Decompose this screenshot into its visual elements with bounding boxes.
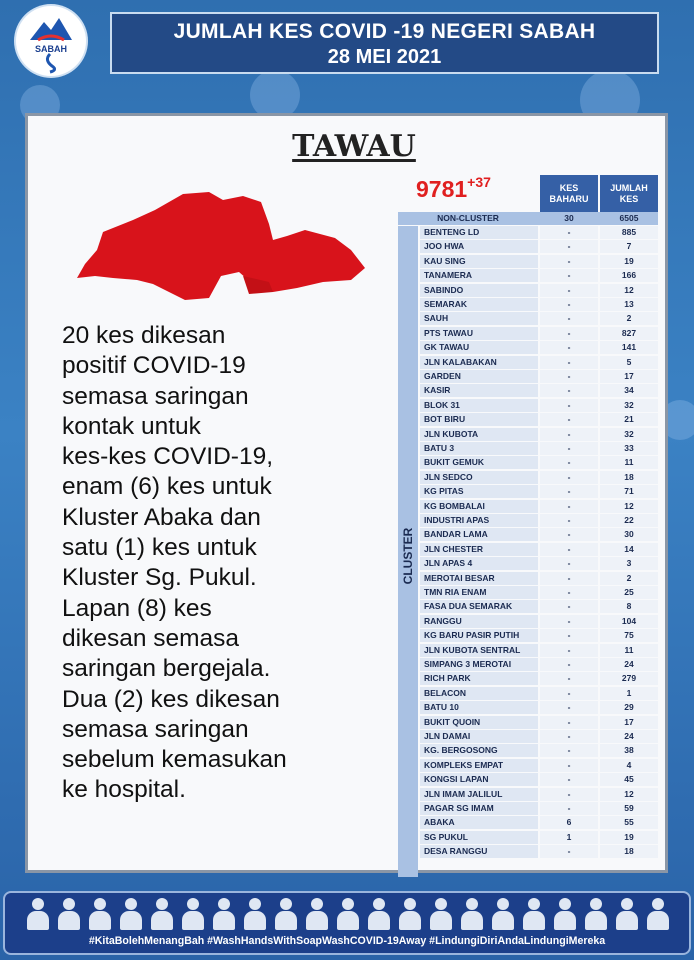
cluster-new: - [540,845,598,858]
case-description: 20 kes dikesan positif COVID-19 semasa saringan kontak untuk kes-kes COVID-19, enam (6) kes untuk Kluster Abaka dan satu (1) kes untuk Kluster Sg. Pukul. Lapan (8) kes dikesan semasa saringan bergejala. Dua (2) kes dikesan semasa saringan sebelum kemasukan ke hospital. [62,322,287,804]
cluster-new: - [540,356,598,369]
table-row [420,831,658,845]
cluster-name: BUKIT QUOIN [420,716,538,729]
table-row [420,759,658,773]
table-row [420,600,658,614]
cluster-total: 279 [600,672,658,685]
non-cluster-new: 30 [564,213,574,223]
non-cluster-row [398,212,658,225]
cluster-name: JLN APAS 4 [420,557,538,570]
cluster-new: - [540,269,598,282]
table-row [420,384,658,398]
person-icon [211,896,237,930]
cluster-new: 6 [540,816,598,829]
cluster-name: JLN DAMAI [420,730,538,743]
table-row [420,471,658,485]
cluster-name: JOO HWA [420,240,538,253]
cluster-total: 19 [600,255,658,268]
table-row [420,298,658,312]
header-title: JUMLAH KES COVID -19 NEGERI SABAH [173,20,596,43]
table-row [420,687,658,701]
person-icon [490,896,516,930]
cluster-new: - [540,471,598,484]
table-row [420,615,658,629]
cluster-total: 25 [600,586,658,599]
table-row [420,428,658,442]
table-row [420,716,658,730]
cluster-name: SABINDO [420,284,538,297]
cluster-total: 11 [600,644,658,657]
person-icon [118,896,144,930]
table-row [420,788,658,802]
cluster-total: 8 [600,600,658,613]
cluster-name: ABAKA [420,816,538,829]
cluster-total: 59 [600,802,658,815]
footer-banner [5,893,689,953]
table-row [420,500,658,514]
cluster-name: KONGSI LAPAN [420,773,538,786]
table-row [420,356,658,370]
cluster-new: - [540,485,598,498]
table-row [420,701,658,715]
cluster-total: 2 [600,312,658,325]
cluster-total: 17 [600,370,658,383]
cluster-new: - [540,312,598,325]
cluster-total: 33 [600,442,658,455]
cluster-name: INDUSTRI APAS [420,514,538,527]
cluster-name: PAGAR SG IMAM [420,802,538,815]
cluster-name: BELACON [420,687,538,700]
table-row [420,226,658,240]
cluster-total: 75 [600,629,658,642]
table-row [420,413,658,427]
cluster-name: KAU SING [420,255,538,268]
table-row [420,312,658,326]
cluster-column [398,226,418,877]
table-row [420,341,658,355]
tawau-map-icon [73,180,373,310]
logo-mountain-icon [16,6,86,76]
person-icon [428,896,454,930]
cluster-name: SG PUKUL [420,831,538,844]
person-icon [645,896,671,930]
cluster-new: - [540,687,598,700]
cluster-total: 3 [600,557,658,570]
total-cases [416,176,526,206]
cluster-name: BLOK 31 [420,399,538,412]
cluster-new: - [540,255,598,268]
cluster-name: FASA DUA SEMARAK [420,600,538,613]
cluster-name: BOT BIRU [420,413,538,426]
logo-text: SABAH [34,44,67,54]
table-row [420,528,658,542]
table-row [420,845,658,859]
table-row [420,586,658,600]
cluster-total: 21 [600,413,658,426]
cluster-new: - [540,773,598,786]
table-row [420,572,658,586]
table-row [420,399,658,413]
cluster-name: KOMPLEKS EMPAT [420,759,538,772]
cluster-total: 11 [600,456,658,469]
cluster-name: BATU 3 [420,442,538,455]
cluster-name: SAUH [420,312,538,325]
cluster-name: BANDAR LAMA [420,528,538,541]
cluster-new: 1 [540,831,598,844]
cluster-total: 13 [600,298,658,311]
cluster-name: JLN KUBOTA SENTRAL [420,644,538,657]
cluster-name: KG BOMBALAI [420,500,538,513]
cluster-total: 885 [600,226,658,239]
cluster-name: DESA RANGGU [420,845,538,858]
person-icon [521,896,547,930]
cluster-name: BENTENG LD [420,226,538,239]
new-cases-value: +37 [467,174,491,190]
cluster-name: SEMARAK [420,298,538,311]
cluster-new: - [540,572,598,585]
table-row [420,816,658,830]
cluster-name: BATU 10 [420,701,538,714]
cluster-new: - [540,557,598,570]
cluster-name: KG BARU PASIR PUTIH [420,629,538,642]
cluster-total: 32 [600,428,658,441]
cluster-new: - [540,428,598,441]
table-row [420,240,658,254]
cluster-new: - [540,701,598,714]
cluster-new: - [540,629,598,642]
person-icon [552,896,578,930]
table-row [420,672,658,686]
table-row [420,485,658,499]
table-row [420,773,658,787]
cluster-total: 4 [600,759,658,772]
person-icon [335,896,361,930]
person-icon [87,896,113,930]
cluster-name: JLN KALABAKAN [420,356,538,369]
cluster-new: - [540,788,598,801]
table-row [420,658,658,672]
cluster-new: - [540,240,598,253]
table-row [420,629,658,643]
cluster-total: 38 [600,744,658,757]
cluster-new: - [540,586,598,599]
table-row [420,456,658,470]
table-row [420,557,658,571]
cluster-name: KASIR [420,384,538,397]
cluster-new: - [540,500,598,513]
cluster-total: 55 [600,816,658,829]
cluster-name: JLN KUBOTA [420,428,538,441]
cluster-total: 2 [600,572,658,585]
cluster-total: 29 [600,701,658,714]
person-icon [366,896,392,930]
cluster-total: 166 [600,269,658,282]
cluster-new: - [540,442,598,455]
cluster-new: - [540,802,598,815]
total-cases-value: 9781 [416,176,468,202]
col-header-new: KES BAHARU [540,175,598,212]
cluster-new: - [540,600,598,613]
person-icon [304,896,330,930]
cluster-name: TANAMERA [420,269,538,282]
cluster-name: JLN IMAM JALILUL [420,788,538,801]
cluster-new: - [540,672,598,685]
cluster-total: 17 [600,716,658,729]
cluster-total: 34 [600,384,658,397]
cluster-new: - [540,514,598,527]
table-row [420,284,658,298]
table-row [420,802,658,816]
footer-hashtags: #KitaBolehMenangBah #WashHandsWithSoapWashCOVID-19Away #LindungiDiriAndaLindungiMereka [88,935,606,947]
cluster-total: 1 [600,687,658,700]
sabah-logo [16,6,86,76]
cluster-total: 24 [600,730,658,743]
person-icon [56,896,82,930]
cluster-name: MEROTAI BESAR [420,572,538,585]
cluster-total: 7 [600,240,658,253]
cluster-total: 22 [600,514,658,527]
cluster-new: - [540,615,598,628]
cluster-name: PTS TAWAU [420,327,538,340]
cluster-name: BUKIT GEMUK [420,456,538,469]
person-icon [459,896,485,930]
cluster-new: - [540,327,598,340]
table-row [420,255,658,269]
cluster-new: - [540,456,598,469]
cluster-new: - [540,528,598,541]
cluster-new: - [540,341,598,354]
cluster-total: 14 [600,543,658,556]
person-icon [242,896,268,930]
cluster-total: 32 [600,399,658,412]
cluster-new: - [540,716,598,729]
cluster-total: 18 [600,845,658,858]
cluster-total: 141 [600,341,658,354]
person-icon [180,896,206,930]
cluster-name: KG PITAS [420,485,538,498]
table-row [420,442,658,456]
cluster-label: CLUSTER [401,527,415,585]
table-row [420,543,658,557]
col-header-total: JUMLAH KES [600,175,658,212]
cluster-new: - [540,744,598,757]
cluster-new: - [540,413,598,426]
cluster-name: RICH PARK [420,672,538,685]
person-icon [273,896,299,930]
non-cluster-total: 6505 [619,213,639,223]
cluster-new: - [540,370,598,383]
cluster-total: 827 [600,327,658,340]
cluster-total: 18 [600,471,658,484]
cluster-new: - [540,730,598,743]
cluster-new: - [540,384,598,397]
cluster-total: 24 [600,658,658,671]
cluster-new: - [540,399,598,412]
cluster-total: 12 [600,500,658,513]
table-row [420,514,658,528]
main-panel [25,113,668,873]
cluster-total: 45 [600,773,658,786]
cluster-total: 19 [600,831,658,844]
cluster-total: 104 [600,615,658,628]
cluster-new: - [540,226,598,239]
table-row [420,269,658,283]
person-icon [149,896,175,930]
district-title: TAWAU [292,129,416,164]
cluster-name: JLN CHESTER [420,543,538,556]
non-cluster-name: NON-CLUSTER [437,213,499,223]
cluster-name: GARDEN [420,370,538,383]
table-row [420,730,658,744]
cluster-new: - [540,284,598,297]
cluster-name: KG. BERGOSONG [420,744,538,757]
person-icon [397,896,423,930]
cluster-total: 30 [600,528,658,541]
table-row [420,370,658,384]
header-date: 28 MEI 2021 [327,46,442,68]
cluster-name: JLN SEDCO [420,471,538,484]
person-icon [614,896,640,930]
cluster-total: 12 [600,788,658,801]
cluster-new: - [540,644,598,657]
cluster-name: RANGGU [420,615,538,628]
cluster-name: GK TAWAU [420,341,538,354]
cluster-name: SIMPANG 3 MEROTAI [420,658,538,671]
table-row [420,644,658,658]
cluster-new: - [540,759,598,772]
cluster-new: - [540,543,598,556]
cluster-total: 12 [600,284,658,297]
cluster-new: - [540,298,598,311]
header-banner [110,12,659,74]
cluster-name: TMN RIA ENAM [420,586,538,599]
cluster-new: - [540,658,598,671]
cluster-total: 71 [600,485,658,498]
table-row [420,327,658,341]
person-icon [583,896,609,930]
table-row [420,744,658,758]
cluster-total: 5 [600,356,658,369]
person-icon [25,896,51,930]
